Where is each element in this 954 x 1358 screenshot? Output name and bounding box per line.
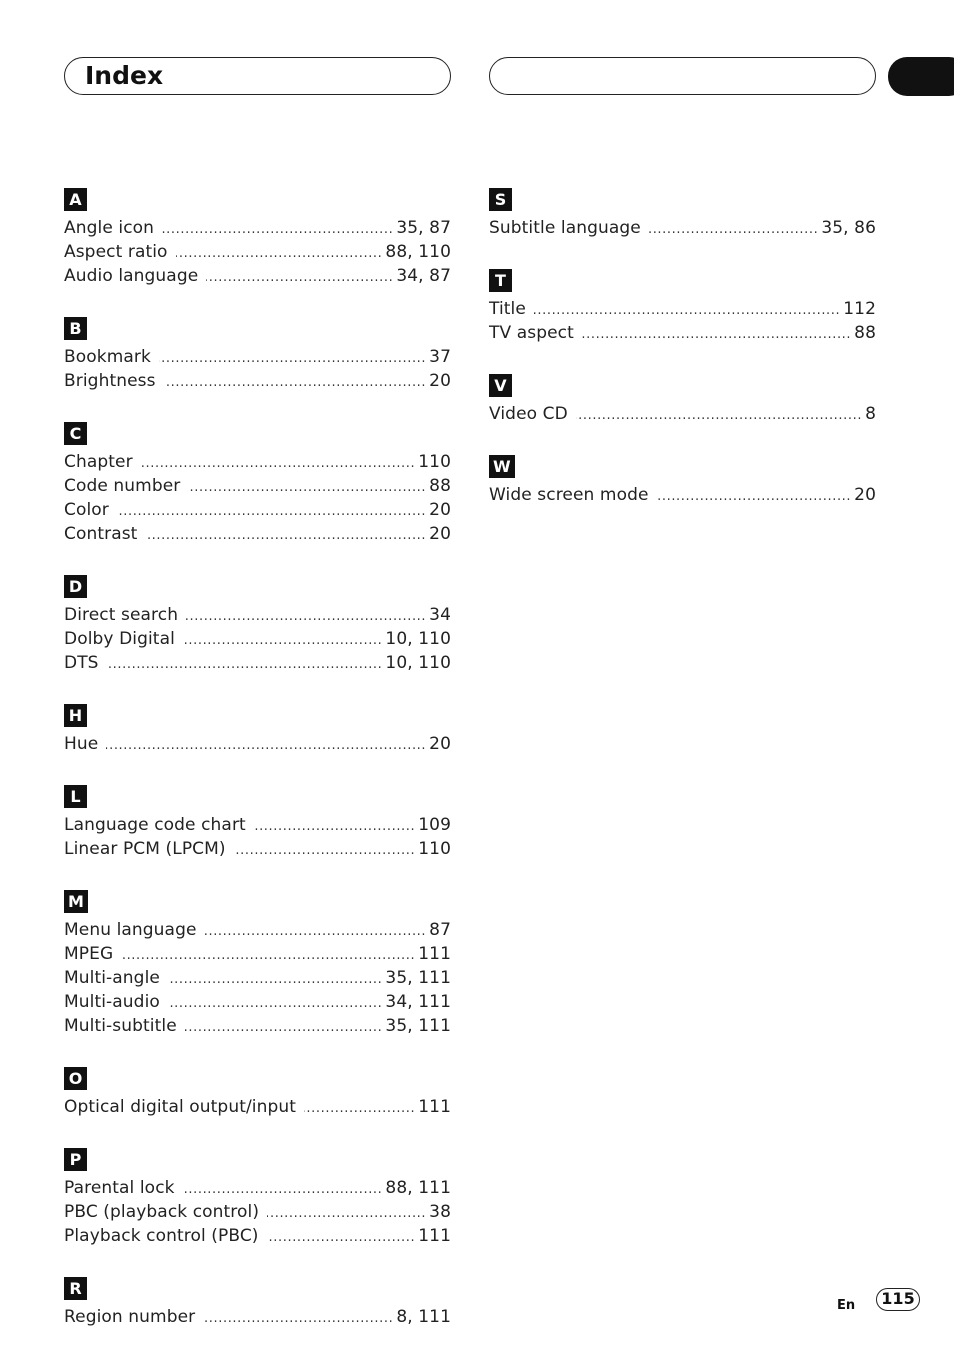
header-blank-box [489, 57, 876, 95]
index-entry [64, 1200, 451, 1224]
index-page-refs: 20 [429, 734, 451, 754]
index-entry [64, 1224, 451, 1248]
section-letter-badge: O [64, 1067, 87, 1090]
header-title-box [64, 57, 451, 95]
dot-leader [304, 1095, 415, 1119]
dot-leader [145, 522, 426, 546]
index-page-refs: 35, 111 [385, 1016, 451, 1036]
index-entry [64, 627, 451, 651]
dot-leader [117, 498, 426, 522]
index-entry [64, 918, 451, 942]
index-entry [64, 966, 451, 990]
index-term: Aspect ratio [64, 242, 168, 262]
index-column-right [489, 188, 876, 536]
index-section-b [64, 317, 451, 393]
section-letter-badge: H [64, 704, 87, 727]
index-term: Code number [64, 476, 181, 496]
index-term: Subtitle language [489, 218, 641, 238]
index-term: PBC (playback control) [64, 1202, 260, 1222]
index-section-t [489, 269, 876, 345]
index-term: Dolby Digital [64, 629, 175, 649]
index-section-r [64, 1277, 451, 1329]
index-term: Brightness [64, 371, 156, 391]
page-title: Index [85, 61, 164, 90]
dot-leader [168, 990, 383, 1014]
index-entry [64, 369, 451, 393]
section-letter-badge: C [64, 422, 87, 445]
dot-leader [164, 369, 427, 393]
index-page-refs: 20 [429, 500, 451, 520]
dot-leader [159, 345, 426, 369]
index-page-refs: 8 [865, 404, 876, 424]
dot-leader [203, 1305, 393, 1329]
index-page-refs: 38 [429, 1202, 451, 1222]
index-term: Audio language [64, 266, 199, 286]
dot-leader [176, 240, 383, 264]
index-page-refs: 88 [854, 323, 876, 343]
index-entry [64, 450, 451, 474]
index-section-w [489, 455, 876, 507]
index-term: Chapter [64, 452, 133, 472]
index-entry [489, 321, 876, 345]
index-page-refs: 20 [429, 371, 451, 391]
dot-leader [206, 264, 393, 288]
index-entry [64, 1014, 451, 1038]
index-term: Playback control (PBC) [64, 1226, 259, 1246]
section-letter-badge: R [64, 1277, 87, 1300]
section-letter-badge: T [489, 269, 512, 292]
dot-leader [162, 216, 393, 240]
index-page-refs: 112 [843, 299, 876, 319]
index-section-s [489, 188, 876, 240]
index-term: Hue [64, 734, 99, 754]
index-page-refs: 20 [429, 524, 451, 544]
dot-leader [576, 402, 862, 426]
page-number-badge: 115 [876, 1288, 920, 1311]
index-term: Language code chart [64, 815, 246, 835]
section-letter-badge: D [64, 575, 87, 598]
index-page-refs: 20 [854, 485, 876, 505]
index-section-c [64, 422, 451, 546]
index-section-v [489, 374, 876, 426]
index-page-refs: 110 [418, 452, 451, 472]
dot-leader [534, 297, 840, 321]
index-entry [64, 603, 451, 627]
section-letter-badge: S [489, 188, 512, 211]
dot-leader [141, 450, 416, 474]
index-term: Multi-angle [64, 968, 160, 988]
index-page-refs: 88, 110 [385, 242, 451, 262]
index-term: Angle icon [64, 218, 155, 238]
index-entry [64, 837, 451, 861]
index-entry [64, 264, 451, 288]
index-term: TV aspect [489, 323, 574, 343]
index-section-d [64, 575, 451, 675]
index-page-refs: 87 [429, 920, 451, 940]
index-section-p [64, 1148, 451, 1248]
index-term: Linear PCM (LPCM) [64, 839, 226, 859]
index-term: Title [489, 299, 526, 319]
index-column-left [64, 188, 451, 1358]
dot-leader [582, 321, 851, 345]
dot-leader [185, 1014, 383, 1038]
section-letter-badge: V [489, 374, 512, 397]
index-entry [489, 297, 876, 321]
index-term: DTS [64, 653, 99, 673]
index-entry [64, 942, 451, 966]
chapter-tab-marker [888, 57, 954, 96]
index-term: MPEG [64, 944, 114, 964]
index-page-refs: 34 [429, 605, 451, 625]
index-term: Multi-audio [64, 992, 160, 1012]
dot-leader [121, 942, 415, 966]
index-section-m [64, 890, 451, 1038]
index-term: Bookmark [64, 347, 151, 367]
index-entry [64, 990, 451, 1014]
index-entry [64, 813, 451, 837]
index-entry [64, 1095, 451, 1119]
index-term: Wide screen mode [489, 485, 649, 505]
index-section-l [64, 785, 451, 861]
index-section-h [64, 704, 451, 756]
index-entry [64, 216, 451, 240]
index-term: Video CD [489, 404, 568, 424]
index-entry [489, 483, 876, 507]
section-letter-badge: W [489, 455, 515, 478]
section-letter-badge: L [64, 785, 87, 808]
dot-leader [168, 966, 382, 990]
dot-leader [188, 474, 426, 498]
index-page-refs: 35, 111 [385, 968, 451, 988]
index-term: Multi-subtitle [64, 1016, 177, 1036]
index-section-o [64, 1067, 451, 1119]
index-entry [64, 474, 451, 498]
index-entry [64, 1305, 451, 1329]
index-page-refs: 110 [418, 839, 451, 859]
index-term: Contrast [64, 524, 138, 544]
index-entry [489, 216, 876, 240]
index-term: Optical digital output/input [64, 1097, 297, 1117]
dot-leader [205, 918, 427, 942]
dot-leader [649, 216, 818, 240]
index-term: Direct search [64, 605, 179, 625]
dot-leader [267, 1200, 426, 1224]
index-entry [64, 498, 451, 522]
index-page-refs: 111 [418, 944, 451, 964]
index-section-a [64, 188, 451, 288]
index-page-refs: 37 [429, 347, 451, 367]
index-page-refs: 8, 111 [396, 1307, 451, 1327]
index-page-refs: 34, 111 [385, 992, 451, 1012]
index-entry [64, 1176, 451, 1200]
index-entry [64, 732, 451, 756]
dot-leader [267, 1224, 416, 1248]
index-term: Color [64, 500, 109, 520]
dot-leader [186, 603, 426, 627]
index-page-refs: 35, 87 [396, 218, 451, 238]
index-page-refs: 109 [418, 815, 451, 835]
dot-leader [106, 732, 426, 756]
index-page-refs: 111 [418, 1226, 451, 1246]
index-term: Parental lock [64, 1178, 175, 1198]
dot-leader [183, 1176, 383, 1200]
index-entry [64, 651, 451, 675]
section-letter-badge: A [64, 188, 87, 211]
index-entry [64, 345, 451, 369]
dot-leader [657, 483, 852, 507]
index-page-refs: 10, 110 [385, 629, 451, 649]
index-entry [64, 522, 451, 546]
index-page-refs: 35, 86 [821, 218, 876, 238]
index-page-refs: 10, 110 [385, 653, 451, 673]
index-page-refs: 111 [418, 1097, 451, 1117]
dot-leader [254, 813, 415, 837]
index-entry [64, 240, 451, 264]
section-letter-badge: M [64, 890, 88, 913]
section-letter-badge: P [64, 1148, 87, 1171]
section-letter-badge: B [64, 317, 87, 340]
index-entry [489, 402, 876, 426]
dot-leader [183, 627, 383, 651]
index-page-refs: 88, 111 [385, 1178, 451, 1198]
index-term: Menu language [64, 920, 197, 940]
dot-leader [234, 837, 416, 861]
footer-language-label: En [837, 1298, 856, 1313]
index-page-refs: 88 [429, 476, 451, 496]
index-term: Region number [64, 1307, 196, 1327]
index-page-refs: 34, 87 [396, 266, 451, 286]
dot-leader [107, 651, 383, 675]
